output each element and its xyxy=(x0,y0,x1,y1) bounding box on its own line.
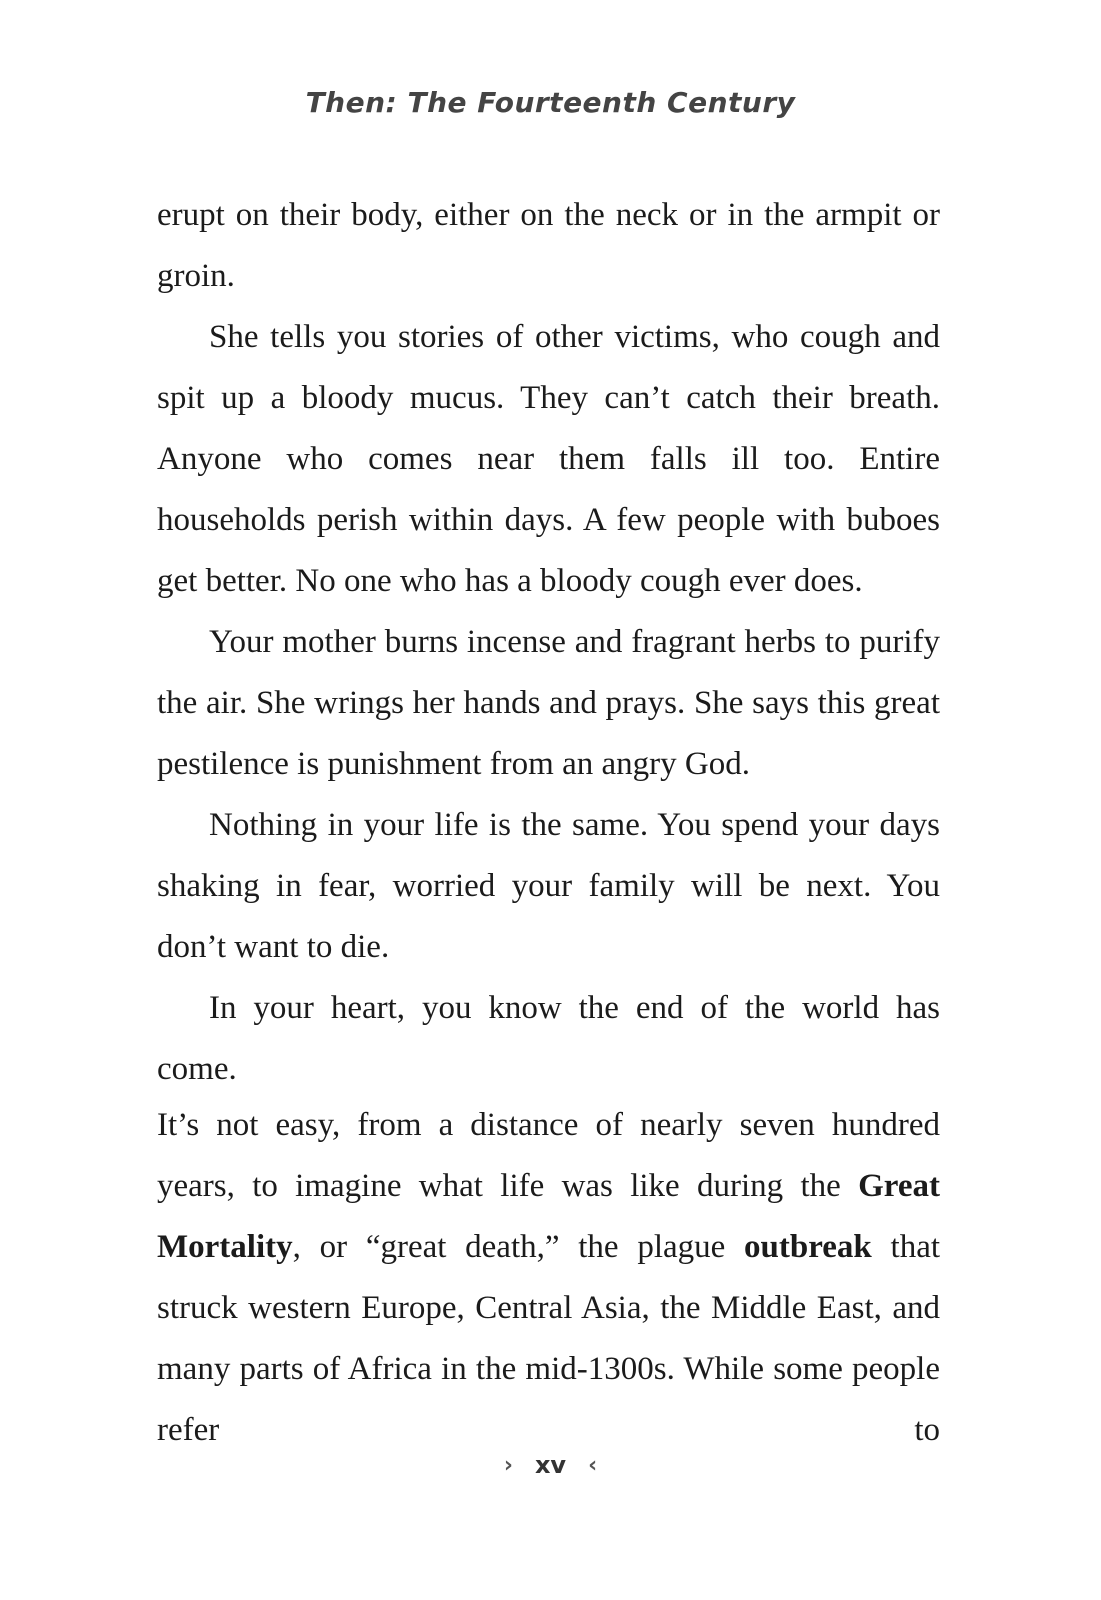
page-number: xv xyxy=(534,1451,567,1479)
history-text-3: that struck western Europe, Central Asia, the Middle East, and many parts of Africa in the mid-1300s. While some people refer to xyxy=(157,1229,941,1448)
history-section xyxy=(157,1095,940,1461)
history-text-1: It’s not easy, from a distance of nearly seven hundred years, to imagine what life was like during the xyxy=(157,1107,940,1204)
running-head: Then: The Fourteenth Century xyxy=(305,86,796,119)
paragraph-victims: She tells you stories of other victims, who cough and spit up a bloody mucus. They can’t catch their breath. Anyone who comes near them falls ill too. Entire households perish within days. A few people with buboes get better. No one who has a bloody cough ever does. xyxy=(157,319,940,599)
glossary-term-great-mortality: Great Mortality xyxy=(157,1168,940,1265)
chevron-right-icon: › xyxy=(503,1452,513,1478)
glossary-term-outbreak: outbreak xyxy=(744,1229,872,1265)
page-footer xyxy=(0,1450,1101,1479)
chevron-left-icon: ‹ xyxy=(588,1452,598,1478)
paragraph-mother: Your mother burns incense and fragrant herbs to purify the air. She wrings her hands and prays. She says this great pestilence is punishment from an angry God. xyxy=(157,624,940,782)
paragraph-fear: Nothing in your life is the same. You spend your days shaking in fear, worried your family will be next. You don’t want to die. xyxy=(157,807,940,965)
paragraph-end-of-world: In your heart, you know the end of the world has come. xyxy=(157,990,940,1087)
narrative-section xyxy=(157,185,940,1100)
history-text-2: , or “great death,” the plague xyxy=(292,1229,745,1265)
paragraph-great-mortality xyxy=(157,1095,940,1461)
paragraph-continued: erupt on their body, either on the neck or in the armpit or groin. xyxy=(157,197,940,294)
